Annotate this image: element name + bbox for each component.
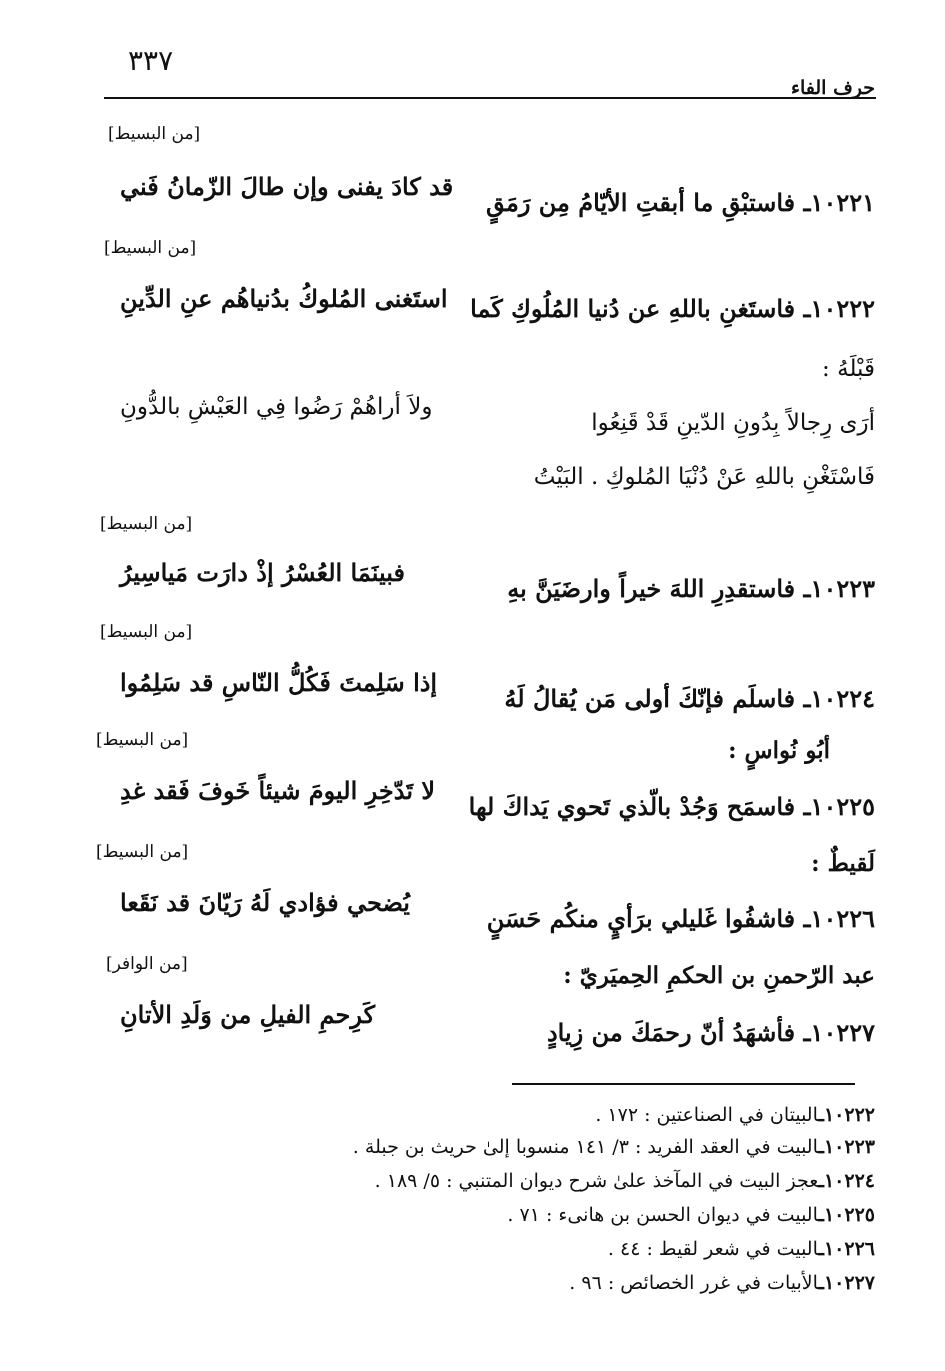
- verse-first-text: فاستبْقِ ما أبقتِ الأيّامُ مِن رَمَقٍ: [485, 188, 796, 217]
- verse-second-hemistich: كَرِحمِ الفيلِ من وَلَدِ الأتانِ: [120, 1000, 376, 1029]
- commentary-label: قَبْلَهُ :: [822, 356, 875, 382]
- meter-label: [من البسيط]: [100, 514, 193, 534]
- footnote-number: ١٠٢٢٥ـ: [818, 1204, 875, 1226]
- footnote-number: ١٠٢٢٤ـ: [818, 1170, 875, 1192]
- footnote-text: البيت في شعر لقيط : ٤٤ .: [607, 1238, 819, 1260]
- verse-first-hemistich: [486, 188, 875, 217]
- meter-label: [من البسيط]: [104, 238, 197, 258]
- footnote: [608, 1238, 875, 1260]
- section-title: حرف الفاء: [791, 77, 875, 99]
- verse-second-hemistich: استَغنى المُلوكُ بدُنياهُم عنِ الدِّينِ: [120, 284, 448, 313]
- footnote-number: ١٠٢٢٢ـ: [818, 1104, 875, 1126]
- verse-first-hemistich: [469, 792, 875, 821]
- footnote-text: البيتان في الصناعتين : ١٧٢ .: [595, 1104, 819, 1126]
- verse-second-hemistich: يُضحي فؤادي لَهُ رَيّانَ قد نَقَعا: [120, 888, 410, 917]
- footnote-text: البيت في ديوان الحسن بن هانىء : ٧١ .: [507, 1204, 819, 1226]
- meter-label: [من البسيط]: [100, 622, 193, 642]
- verse-number: ١٠٢٢٤ـ: [803, 684, 875, 713]
- footnote-text: البيت في العقد الفريد : ٣/ ١٤١ منسوبا إلىٰ حريث بن جبلة .: [352, 1136, 819, 1158]
- verse-first-text: فاسلَم فإنّكَ أولى مَن يُقالُ لَهُ: [504, 684, 796, 713]
- verse-first-text: فاسمَح وَجُدْ بالّذي تَحوي يَداكَ لها: [468, 792, 796, 821]
- footnote: [569, 1272, 875, 1294]
- header-rule: [104, 97, 876, 99]
- verse-number: ١٠٢٢٢ـ: [803, 294, 875, 323]
- verse-second-hemistich: قد كادَ يفنى وإن طالَ الزّمانُ فَني: [120, 172, 454, 201]
- footnote-number: ١٠٢٢٦ـ: [818, 1238, 875, 1260]
- verse-number: ١٠٢٢٦ـ: [803, 904, 875, 933]
- verse-second-hemistich: لا تَدّخِرِ اليومَ شيئاً خَوفَ فَقد غدِ: [120, 776, 436, 805]
- verse-first-text: فاستَغنِ باللهِ عن دُنيا المُلُوكِ كَما: [470, 294, 796, 323]
- poet-name: أبُو نُواسٍ :: [728, 737, 830, 764]
- poet-name: لَقيطٌ :: [811, 850, 875, 877]
- verse-first-hemistich: [487, 904, 875, 933]
- footnote: [595, 1104, 875, 1126]
- meter-label: [من الوافر]: [106, 954, 188, 974]
- verse-first-hemistich: [547, 1018, 875, 1047]
- commentary-verse-second: ولاَ أراهُمْ رَضُوا فِي العَيْشِ بالدُّونِ: [120, 394, 433, 420]
- footnote-number: ١٠٢٢٧ـ: [818, 1272, 875, 1294]
- page-number: ٣٣٧: [128, 44, 174, 77]
- verse-number: ١٠٢٢٥ـ: [803, 792, 875, 821]
- verse-first-text: فأشهَدُ أنّ رحمَكَ من زِيادٍ: [546, 1018, 796, 1047]
- footnote-rule: [512, 1083, 855, 1085]
- meter-label: [من البسيط]: [108, 124, 201, 144]
- meter-label: [من البسيط]: [96, 730, 189, 750]
- verse-second-hemistich: إذا سَلِمتَ فَكُلُّ النّاسِ قد سَلِمُوا: [120, 668, 438, 697]
- footnote: [375, 1170, 875, 1192]
- verse-number: ١٠٢٢٣ـ: [803, 574, 875, 603]
- verse-number: ١٠٢٢٧ـ: [803, 1018, 875, 1047]
- poet-name: عبد الرّحمنِ بن الحكمِ الحِميَريّ :: [563, 962, 875, 989]
- verse-first-text: فاشفُوا غَليلي برَأيٍ منكُم حَسَنٍ: [486, 904, 796, 933]
- footnote-text: عجز البيت في المآخذ علىٰ شرح ديوان المتنبي : ٥/ ١٨٩ .: [374, 1170, 819, 1192]
- verse-first-hemistich: [504, 684, 875, 713]
- footnote-text: الأبيات في غرر الخصائص : ٩٦ .: [569, 1272, 819, 1294]
- verse-first-hemistich: [470, 294, 875, 323]
- footnote: [353, 1136, 875, 1158]
- meter-label: [من البسيط]: [96, 842, 189, 862]
- commentary-verse-first: أرَى رِجالاً بِدُونِ الدّينِ قَدْ قَنِعُوا: [591, 410, 875, 436]
- footnote: [507, 1204, 875, 1226]
- footnote-number: ١٠٢٢٣ـ: [818, 1136, 875, 1158]
- commentary-line: فَاسْتَغْنِ باللهِ عَنْ دُنْيَا المُلوكِ . البَيْتُ: [533, 464, 875, 490]
- verse-number: ١٠٢٢١ـ: [803, 188, 875, 217]
- verse-first-hemistich: [507, 574, 875, 603]
- verse-second-hemistich: فبينَمَا العُسْرُ إذْ دارَت مَياسِيرُ: [120, 558, 405, 587]
- verse-first-text: فاستقدِرِ اللهَ خيراً وارضَيَنَّ بهِ: [507, 574, 796, 603]
